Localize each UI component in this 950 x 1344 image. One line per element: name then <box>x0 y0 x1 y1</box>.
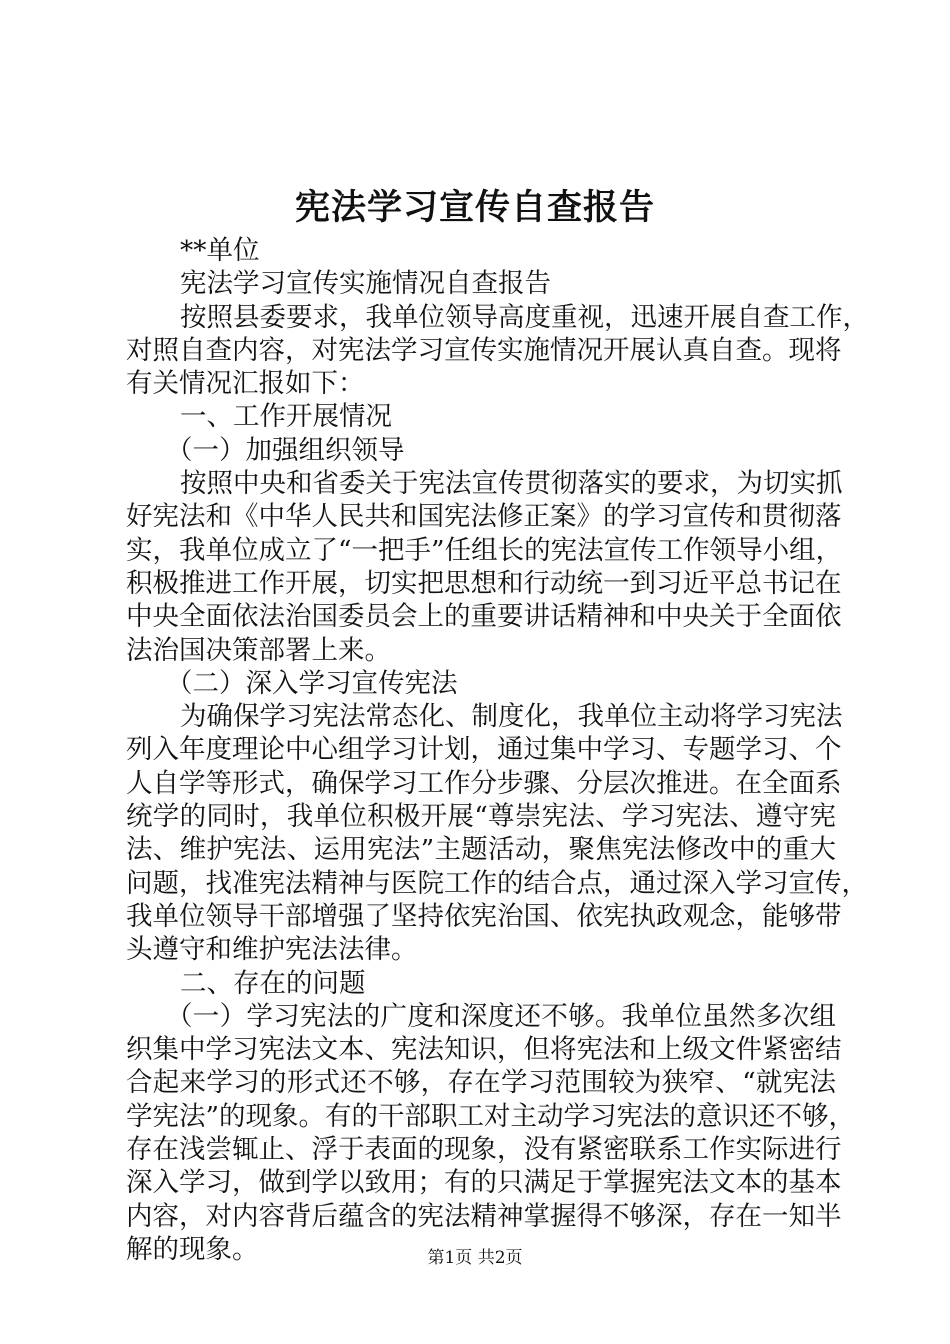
body-line: 头遵守和维护宪法法律。 <box>126 934 418 966</box>
body-line: 统学的同时，我单位积极开展“尊崇宪法、学习宪法、遵守宪 <box>126 801 836 833</box>
body-line: 对照自查内容，对宪法学习宣传实施情况开展认真自查。现将 <box>126 334 842 366</box>
body-line: 一、工作开展情况 <box>180 401 392 433</box>
body-line: 存在浅尝辄止、浮于表面的现象，没有紧密联系工作实际进行 <box>126 1134 842 1166</box>
body-line: 法治国决策部署上来。 <box>126 634 391 666</box>
body-line: 问题，找准宪法精神与医院工作的结合点，通过深入学习宣传， <box>126 867 868 899</box>
body-line: 宪法学习宣传实施情况自查报告 <box>180 268 551 300</box>
body-line: 深入学习，做到学以致用；有的只满足于掌握宪法文本的基本 <box>126 1167 842 1199</box>
page-footer: 第1页 共2页 <box>427 1248 523 1268</box>
body-line: 合起来学习的形式还不够，存在学习范围较为狭窄、“就宪法 <box>126 1067 836 1099</box>
body-line: 为确保学习宪法常态化、制度化，我单位主动将学习宪法 <box>180 701 843 733</box>
body-line: 积极推进工作开展，切实把思想和行动统一到习近平总书记在 <box>126 567 842 599</box>
body-line: 按照中央和省委关于宪法宣传贯彻落实的要求，为切实抓 <box>180 468 843 500</box>
body-line: 二、存在的问题 <box>180 967 366 999</box>
body-line: （一）学习宪法的广度和深度还不够。我单位虽然多次组 <box>166 1000 836 1032</box>
body-line: 实，我单位成立了“一把手”任组长的宪法宣传工作领导小组， <box>126 534 843 566</box>
body-line: 学宪法”的现象。有的干部职工对主动学习宪法的意识还不够， <box>126 1100 856 1132</box>
document-title: 宪法学习宣传自查报告 <box>294 187 655 228</box>
body-line: 有关情况汇报如下： <box>126 368 365 400</box>
body-line: 中央全面依法治国委员会上的重要讲话精神和中央关于全面依 <box>126 601 842 633</box>
body-line: 列入年度理论中心组学习计划，通过集中学习、专题学习、个 <box>126 734 842 766</box>
document-body <box>126 234 869 1266</box>
body-line: **单位 <box>180 235 260 266</box>
body-line: 按照县委要求，我单位领导高度重视，迅速开展自查工作， <box>180 301 869 333</box>
body-line: 解的现象。 <box>126 1233 259 1265</box>
body-line: 织集中学习宪法文本、宪法知识，但将宪法和上级文件紧密结 <box>126 1034 842 1066</box>
body-line: 我单位领导干部增强了坚持依宪治国、依宪执政观念，能够带 <box>126 900 842 932</box>
body-line: （一）加强组织领导 <box>166 434 405 466</box>
body-line: 人自学等形式，确保学习工作分步骤、分层次推进。在全面系 <box>126 767 842 799</box>
body-line: 好宪法和《中华人民共和国宪法修正案》的学习宣传和贯彻落 <box>126 501 842 533</box>
body-line: （二）深入学习宣传宪法 <box>166 667 458 699</box>
body-line: 内容，对内容背后蕴含的宪法精神掌握得不够深，存在一知半 <box>126 1200 842 1232</box>
body-line: 法、维护宪法、运用宪法”主题活动，聚焦宪法修改中的重大 <box>126 834 836 866</box>
